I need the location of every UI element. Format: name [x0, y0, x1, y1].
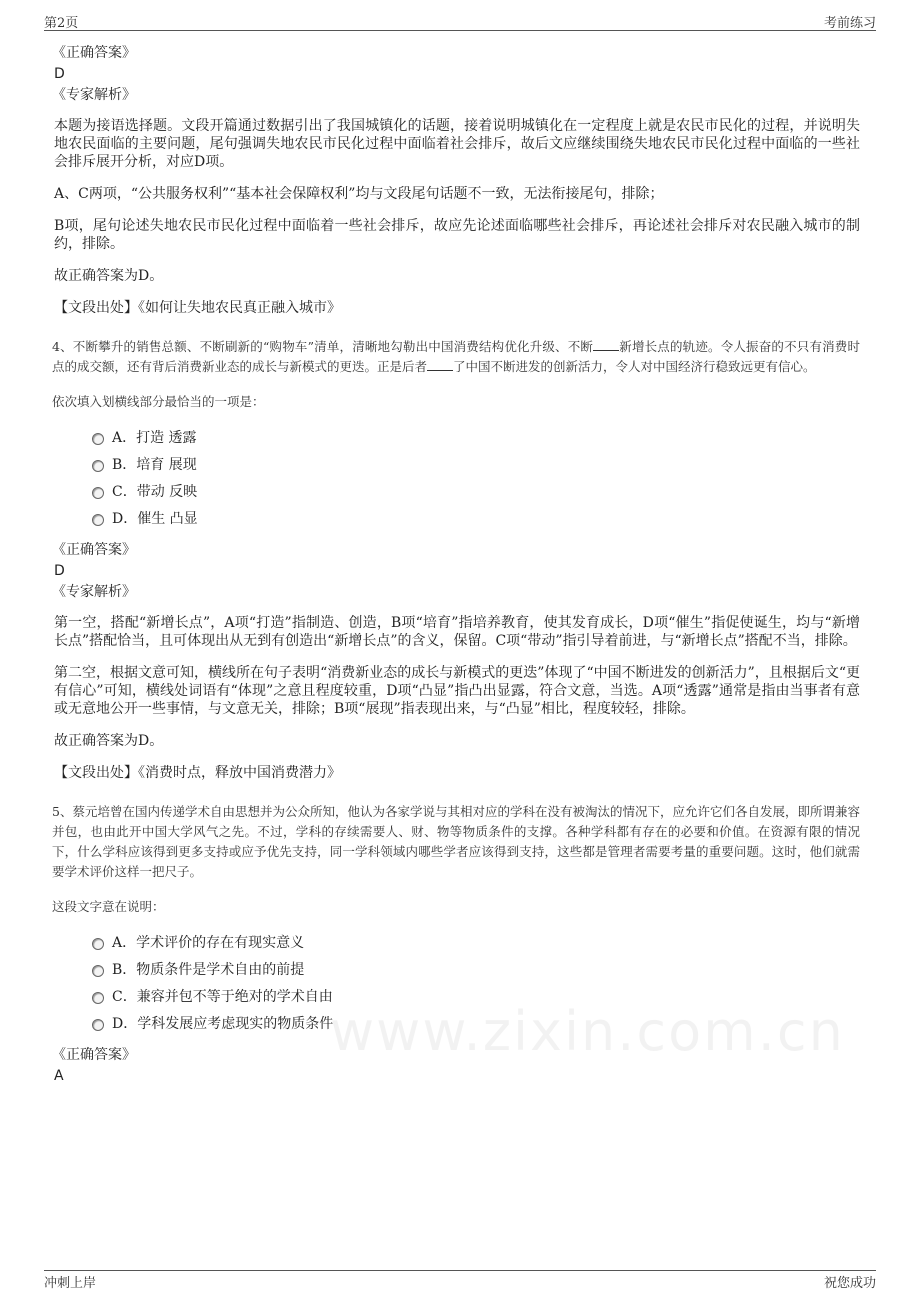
option-label: B．物质条件是学术自由的前提	[112, 961, 305, 978]
answer-tag: 《正确答案》	[52, 45, 136, 61]
option-list	[92, 423, 860, 531]
footer-right-text: 祝您成功	[823, 1276, 876, 1291]
header-title: 考前练习	[823, 16, 876, 31]
option-b[interactable]	[92, 955, 860, 982]
question-prompt: 这段文字意在说明：	[52, 899, 165, 914]
option-d[interactable]	[92, 504, 860, 531]
question-prompt: 依次填入划横线部分最恰当的一项是：	[52, 394, 265, 409]
analysis-paragraph: 本题为接语选择题。文段开篇通过数据引出了我国城镇化的话题，接着说明城镇化在一定程度上就是农民市民化的过程，并说明失地农民面临的主要问题，尾句强调失地农民市民化过程中面临着社会排斥，故后文应继续围绕失地农民市民化过程中面临的一些社会排斥展开分析，对应D项。	[54, 118, 860, 170]
page-number-label: 第2页	[44, 16, 79, 31]
question-stem-text: 了中国不断进发的创新活力，令人对中国经济行稳致远更有信心。	[453, 359, 816, 374]
analysis-paragraph: 故正确答案为D。	[54, 733, 164, 749]
footer-left-text: 冲刺上岸	[44, 1276, 97, 1291]
answer-tag: 《正确答案》	[52, 542, 136, 558]
source-citation: 【文段出处】《消费时点，释放中国消费潜力》	[54, 765, 341, 781]
radio-icon[interactable]	[92, 514, 104, 526]
option-label: C．兼容并包不等于绝对的学术自由	[112, 988, 333, 1005]
source-citation: 【文段出处】《如何让失地农民真正融入城市》	[54, 300, 341, 316]
answer-value: D	[54, 563, 65, 579]
option-label: D．催生 凸显	[112, 510, 198, 527]
fill-blank	[427, 358, 453, 371]
analysis-paragraph: B项，尾句论述失地农民市民化过程中面临着一些社会排斥，故应先论述面临哪些社会排斥，再论述社会排斥对农民融入城市的制约，排除。	[54, 218, 860, 252]
option-c[interactable]	[92, 477, 860, 504]
question-stem-text: 4、不断攀升的销售总额、不断刷新的“购物车”清单，清晰地勾勒出中国消费结构优化升级、不断	[52, 339, 594, 354]
radio-icon[interactable]	[92, 1019, 104, 1031]
option-label: A．打造 透露	[112, 429, 197, 446]
option-d[interactable]	[92, 1009, 860, 1036]
option-b[interactable]	[92, 450, 860, 477]
radio-icon[interactable]	[92, 487, 104, 499]
option-c[interactable]	[92, 982, 860, 1009]
answer-tag: 《正确答案》	[52, 1047, 136, 1063]
radio-icon[interactable]	[92, 460, 104, 472]
answer-value: D	[54, 66, 65, 82]
page-footer	[44, 1270, 876, 1292]
question-stem	[52, 337, 860, 377]
radio-icon[interactable]	[92, 965, 104, 977]
watermark: www.zixin.com.cn	[330, 1000, 845, 1063]
option-a[interactable]	[92, 928, 860, 955]
document-body	[52, 44, 860, 1088]
radio-icon[interactable]	[92, 992, 104, 1004]
radio-icon[interactable]	[92, 938, 104, 950]
option-label: A．学术评价的存在有现实意义	[112, 934, 305, 951]
option-label: B．培育 展现	[112, 456, 197, 473]
analysis-paragraph: A、C两项，“公共服务权利”“基本社会保障权利”均与文段尾句话题不一致，无法衔接尾句，排除；	[54, 186, 664, 202]
analysis-paragraph: 第一空，搭配“新增长点”，A项“打造”指制造、创造，B项“培育”指培养教育，使其发育成长，D项“催生”指促使诞生，均与“新增长点”搭配恰当，且可体现出从无到有创造出“新增长点”的含义，保留。C项“带动”指引导着前进，与“新增长点”搭配不当，排除。	[54, 615, 860, 649]
page-header	[44, 12, 876, 31]
radio-icon[interactable]	[92, 433, 104, 445]
option-list	[92, 928, 860, 1036]
option-a[interactable]	[92, 423, 860, 450]
analysis-paragraph: 故正确答案为D。	[54, 268, 164, 284]
fill-blank	[593, 338, 619, 351]
analysis-tag: 《专家解析》	[52, 584, 136, 600]
option-label: D．学科发展应考虑现实的物质条件	[112, 1015, 334, 1032]
option-label: C．带动 反映	[112, 483, 198, 500]
question-stem-text: 新增长点的轨迹。令人振奋的不只有消费时点的成交额，还有背后消费新业态的成长与新模式的更迭。正是后者	[52, 339, 860, 374]
analysis-tag: 《专家解析》	[52, 87, 136, 103]
question-stem: 5、蔡元培曾在国内传递学术自由思想并为公众所知，他认为各家学说与其相对应的学科在没有被淘汰的情况下，应允许它们各自发展，即所谓兼容并包，也由此开中国大学风气之先。不过，学科的存续需要人、财、物等物质条件的支撑。各种学科都有存在的必要和价值。在资源有限的情况下，什么学科应该得到更多支持或应予优先支持，同一学科领域内哪些学者应该得到支持，这些都是管理者需要考量的重要问题。这时，他们就需要学术评价这样一把尺子。	[52, 804, 860, 879]
answer-value: A	[54, 1068, 64, 1084]
analysis-paragraph: 第二空，根据文意可知，横线所在句子表明“消费新业态的成长与新模式的更迭”体现了“中国不断进发的创新活力”，且根据后文“更有信心”可知，横线处词语有“体现”之意且程度较重，D项“凸显”指凸出显露，符合文意，当选。A项“透露”通常是指由当事者有意或无意地公开一些事情，与文意无关，排除；B项“展现”指表现出来，与“凸显”相比，程度较轻，排除。	[54, 665, 860, 717]
